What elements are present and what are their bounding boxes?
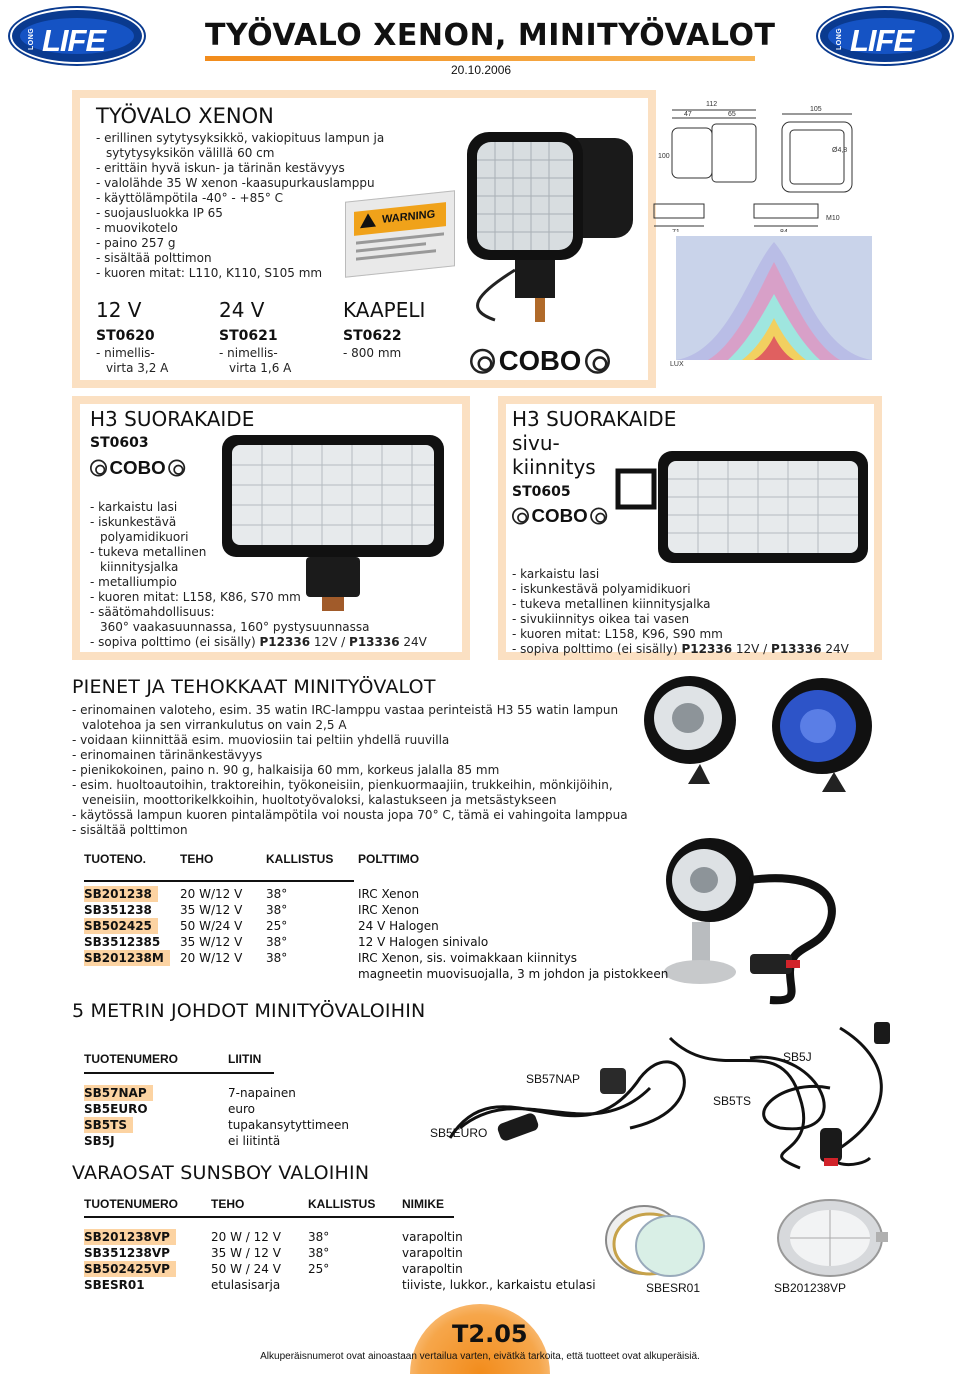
list-item: - paino 257 g	[96, 236, 176, 250]
table-cell: varapoltin	[402, 1262, 463, 1276]
divider	[84, 1216, 454, 1218]
product-code: SB351238	[84, 903, 152, 917]
warning-triangle-icon	[360, 213, 376, 229]
mini-section-title: PIENET JA TEHOKKAAT MINITYÖVALOT	[72, 676, 436, 698]
image-label: SB5TS	[713, 1094, 752, 1108]
table-cell: 25°	[308, 1262, 330, 1276]
title-underline	[205, 56, 755, 61]
variant-volt: 12 V	[96, 298, 142, 322]
logo-life-text: LIFE	[850, 23, 914, 58]
brand-logo-right	[820, 10, 950, 62]
list-item: - voidaan kiinnittää esim. muoviosiin tai peltiin yhdellä ruuvilla	[72, 733, 450, 747]
table-row	[84, 1229, 604, 1245]
variant-line: - nimellis-	[96, 346, 155, 360]
variant-line: virta 1,6 A	[229, 361, 292, 375]
variant-12v	[96, 298, 168, 376]
spares-table-header	[84, 1197, 584, 1213]
h3-left-title: H3 SUORAKAIDE	[90, 407, 255, 431]
list-item: - pienikokoinen, paino n. 90 g, halkaisija 60 mm, korkeus jalalla 85 mm	[72, 763, 500, 777]
list-item: - sisältää polttimon	[96, 251, 212, 265]
product-code: SB201238VP	[84, 1229, 176, 1245]
product-code: SB57NAP	[84, 1085, 153, 1101]
product-code: SB502425VP	[84, 1261, 176, 1277]
cobo-ring-icon	[168, 460, 185, 477]
variant-line: - nimellis-	[219, 346, 278, 360]
cobo-logo: COBO	[470, 345, 610, 378]
table-cell: varapoltin	[402, 1230, 463, 1244]
table-row	[84, 1277, 604, 1293]
list-item: - karkaistu lasi	[90, 500, 178, 514]
page-number: T2.05	[452, 1320, 528, 1348]
list-item: sytytysyksikön välillä 60 cm	[106, 146, 275, 160]
column-header: TEHO	[211, 1197, 245, 1211]
lux-label: LUX	[670, 361, 684, 368]
column-header: TUOTENUMERO	[84, 1052, 178, 1066]
cobo-logo: COBO	[512, 505, 607, 527]
column-header: KALLISTUS	[266, 852, 334, 866]
variant-volt: 24 V	[219, 298, 265, 322]
cobo-logo: COBO	[90, 457, 185, 479]
table-cell: varapoltin	[402, 1246, 463, 1260]
ballast-unit-image	[345, 190, 455, 278]
variant-cable	[343, 298, 425, 361]
image-label: SB201238VP	[774, 1281, 847, 1295]
product-code: SB5J	[84, 1134, 115, 1148]
cords-table-body	[84, 1085, 384, 1149]
table-row	[84, 1085, 384, 1101]
table-cell: 24 V Halogen	[358, 919, 439, 933]
list-item: - tukeva metallinen	[90, 545, 207, 559]
dim-label: Ø4,8	[832, 147, 848, 154]
list-item: - esim. huoltoautoihin, traktoreihin, työkoneisiin, pienkuormaajiin, trukkeihin, mönkijöihin,	[72, 778, 613, 792]
spares-table-body	[84, 1229, 604, 1293]
table-cell: 7-napainen	[228, 1086, 296, 1100]
variant-volt: KAAPELI	[343, 298, 426, 322]
table-row	[84, 966, 684, 982]
spares-section-title: VARAOSAT SUNSBOY VALOIHIN	[72, 1162, 370, 1184]
table-row	[84, 1133, 384, 1149]
xenon-title: TYÖVALO XENON	[96, 104, 274, 128]
h3-right-title-line: sivu-	[512, 431, 560, 455]
column-header: POLTTIMO	[358, 852, 420, 866]
table-cell: euro	[228, 1102, 255, 1116]
table-cell: 38°	[266, 935, 288, 949]
image-label: SB5EURO	[430, 1126, 488, 1140]
list-item: - sivukiinnitys oikea tai vasen	[512, 612, 690, 626]
brand-logo-left	[12, 10, 142, 62]
table-cell: 35 W / 12 V	[211, 1246, 281, 1260]
variant-line: - 800 mm	[343, 346, 402, 360]
logo-long-text: LONG	[28, 27, 35, 50]
table-row	[84, 934, 664, 950]
cobo-ring-icon	[585, 349, 610, 374]
table-cell: 38°	[308, 1230, 330, 1244]
list-item: polyamidikuori	[100, 530, 189, 544]
list-item: - kuoren mitat: L110, K110, S105 mm	[96, 266, 323, 280]
column-header: TUOTENUMERO	[84, 1197, 178, 1211]
table-cell: 38°	[266, 887, 288, 901]
table-cell: 50 W/24 V	[180, 919, 243, 933]
column-header: NIMIKE	[402, 1197, 444, 1211]
cobo-ring-icon	[512, 508, 529, 525]
table-cell: 50 W / 24 V	[211, 1262, 281, 1276]
variant-24v	[219, 298, 291, 376]
h3-left-feature-list	[90, 500, 427, 650]
dimension-drawing	[644, 96, 874, 236]
table-cell: ei liitintä	[228, 1134, 281, 1148]
image-label: SBESR01	[646, 1281, 701, 1295]
dim-label: 100	[658, 153, 670, 160]
divider	[84, 880, 354, 882]
product-code: SB351238VP	[84, 1246, 170, 1260]
list-item: - sopiva polttimo (ei sisälly) P12336 12V / P13336 24V	[90, 635, 427, 649]
column-header: LIITIN	[228, 1052, 262, 1066]
dim-label: 112	[706, 101, 718, 108]
table-cell: IRC Xenon	[358, 887, 420, 901]
h3-right-code: ST0605	[512, 484, 571, 500]
mini-lamps-image	[640, 672, 890, 792]
cords-section-title: 5 METRIN JOHDOT MINITYÖVALOIHIN	[72, 1000, 426, 1022]
product-code: SB5TS	[84, 1117, 133, 1133]
list-item: - metalliumpio	[90, 575, 177, 589]
mini-product-table	[84, 852, 664, 870]
mini-feature-list	[72, 703, 628, 838]
logo-life-text: LIFE	[42, 23, 106, 58]
table-row	[84, 1261, 604, 1277]
list-item: - käyttölämpötila -40° - +85° C	[96, 191, 284, 205]
list-item: 360° vaakasuunnassa, 160° pystysuunnassa	[100, 620, 370, 634]
table-row	[84, 1117, 384, 1133]
footer-note: Alkuperäisnumerot ovat ainoastaan vertailua varten, eivätkä tarkoita, että tuotteet ovat alkuperäisiä.	[260, 1351, 700, 1362]
cords-table-header	[84, 1052, 384, 1068]
list-item: veneisiin, moottorikelkkoihin, huoltotyövaloksi, kalastukseen ja metsästykseen	[82, 793, 557, 807]
variant-code: ST0622	[343, 328, 402, 344]
list-item: valotehoa ja sen virrankulutus on vain 2,5 A	[82, 718, 347, 732]
product-code: SB502425	[84, 918, 158, 934]
h3-right-title-line: H3 SUORAKAIDE	[512, 407, 677, 431]
mini-table-body	[84, 886, 684, 982]
variant-code: ST0621	[219, 328, 278, 344]
list-item: - kuoren mitat: L158, K96, S90 mm	[512, 627, 723, 641]
table-cell: IRC Xenon, sis. voimakkaan kiinnitys	[358, 951, 578, 965]
image-label: SB5J	[783, 1050, 812, 1064]
table-cell: 38°	[308, 1246, 330, 1260]
xenon-lamp-image	[455, 120, 645, 330]
table-cell: IRC Xenon	[358, 903, 420, 917]
h3-left-code: ST0603	[90, 435, 149, 451]
column-header: KALLISTUS	[308, 1197, 376, 1211]
dim-label: 47	[684, 111, 692, 118]
table-cell: 35 W/12 V	[180, 935, 243, 949]
image-label: SB57NAP	[526, 1072, 581, 1086]
h3-side-lamp-image	[614, 445, 872, 567]
table-cell: 20 W/12 V	[180, 951, 243, 965]
list-item: - erinomainen valoteho, esim. 35 watin IRC-lamppu vastaa perinteistä H3 55 watin lampun	[72, 703, 619, 717]
column-header: TEHO	[180, 852, 214, 866]
table-cell: magneetin muovisuojalla, 3 m johdon ja pistokkeen	[358, 967, 669, 981]
h3-right-title-line: kiinnitys	[512, 455, 596, 479]
table-row	[84, 918, 664, 934]
list-item: - karkaistu lasi	[512, 567, 600, 581]
page-title: TYÖVALO XENON, MINITYÖVALOT	[205, 18, 776, 53]
list-item: - suojausluokka IP 65	[96, 206, 223, 220]
variant-code: ST0620	[96, 328, 155, 344]
cords-image	[420, 1018, 920, 1178]
table-row	[84, 886, 664, 902]
dim-label: 65	[728, 111, 736, 118]
table-row	[84, 902, 664, 918]
variant-line: virta 3,2 A	[106, 361, 169, 375]
dim-label: M10	[826, 215, 840, 222]
list-item: - valolähde 35 W xenon -kaasupurkauslamppu	[96, 176, 375, 190]
page-date: 20.10.2006	[451, 63, 512, 77]
table-cell: tupakansytyttimeen	[228, 1118, 349, 1132]
list-item: - sopiva polttimo (ei sisälly) P12336 12V / P13336 24V	[512, 642, 849, 656]
list-item: - muovikotelo	[96, 221, 178, 235]
cobo-ring-icon	[590, 508, 607, 525]
table-cell: 38°	[266, 951, 288, 965]
table-row	[84, 950, 684, 966]
divider	[84, 1072, 274, 1074]
ballast-warning-text: WARNING	[382, 208, 436, 226]
column-header: TUOTENO.	[84, 852, 146, 866]
table-cell: 20 W/12 V	[180, 887, 243, 901]
table-cell: 25°	[266, 919, 288, 933]
xenon-feature-list	[96, 131, 384, 281]
list-item: - tukeva metallinen kiinnitysjalka	[512, 597, 711, 611]
list-item: - käytössä lampun kuoren pintalämpötila voi nousta jopa 70° C, tämä ei vahingoita lamppua	[72, 808, 628, 822]
table-cell: 20 W / 12 V	[211, 1230, 281, 1244]
table-cell: 12 V Halogen sinivalo	[358, 935, 489, 949]
h3-right-feature-list	[512, 567, 849, 657]
list-item: - erittäin hyvä iskun- ja tärinän kestävyys	[96, 161, 345, 175]
list-item: - iskunkestävä	[90, 515, 177, 529]
table-cell: tiiviste, lukkor., karkaistu etulasi	[402, 1278, 596, 1292]
list-item: kiinnitysjalka	[100, 560, 179, 574]
table-row	[84, 1101, 384, 1117]
cobo-ring-icon	[90, 460, 107, 477]
list-item: - säätömahdollisuus:	[90, 605, 215, 619]
product-code: SBESR01	[84, 1278, 145, 1292]
list-item: - iskunkestävä polyamidikuori	[512, 582, 691, 596]
product-code: SB5EURO	[84, 1102, 148, 1116]
logo-long-text: LONG	[836, 27, 843, 50]
product-code: SB201238M	[84, 950, 170, 966]
product-code: SB3512385	[84, 935, 161, 949]
spare-parts-image	[600, 1198, 890, 1282]
table-cell: etulasisarja	[211, 1278, 281, 1292]
dim-label: 105	[810, 106, 822, 113]
cobo-ring-icon	[470, 349, 495, 374]
table-cell: 38°	[266, 903, 288, 917]
list-item: - erillinen sytytysyksikkö, vakiopituus lampun ja	[96, 131, 385, 145]
product-code: SB201238	[84, 886, 158, 902]
table-cell: 35 W/12 V	[180, 903, 243, 917]
lux-pattern-chart	[668, 232, 882, 370]
list-item: - erinomainen tärinänkestävyys	[72, 748, 263, 762]
table-row	[84, 1245, 604, 1261]
list-item: - sisältää polttimon	[72, 823, 188, 837]
list-item: - kuoren mitat: L158, K86, S70 mm	[90, 590, 301, 604]
